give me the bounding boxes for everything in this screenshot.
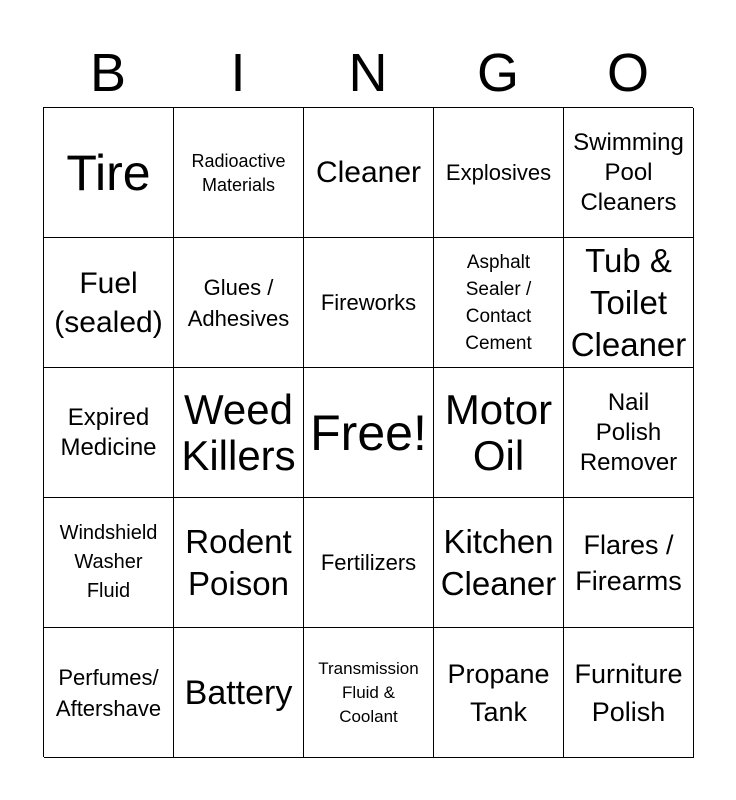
cell-label: Cleaner (315, 156, 422, 189)
cell-label: Radioactive Materials (191, 150, 286, 195)
cell-label: Asphalt Sealer / Contact Cement (465, 251, 532, 354)
cell-label: Windshield Washer Fluid (59, 522, 158, 602)
cell-label: Swimming Pool Cleaners (573, 128, 684, 216)
cell-label: Perfumes/ Aftershave (55, 664, 162, 721)
bingo-cell[interactable] (44, 368, 174, 498)
cell-label: Furniture Polish (574, 658, 683, 727)
cell-label: Tire (66, 144, 151, 201)
header-letter-i: I (230, 43, 246, 103)
cell-label: Kitchen Cleaner (440, 522, 557, 602)
cell-label: Expired Medicine (60, 403, 157, 461)
bingo-cell[interactable] (304, 498, 434, 628)
cell-label: Battery (184, 673, 293, 712)
header-letter-o: O (606, 43, 649, 103)
cell-label: Transmission Fluid & Coolant (318, 658, 419, 726)
bingo-cell[interactable] (44, 498, 174, 628)
bingo-cell[interactable] (564, 108, 694, 238)
cell-label: Motor Oil (444, 385, 553, 479)
bingo-cell[interactable] (564, 238, 694, 368)
header-letter-n: N (348, 43, 388, 103)
bingo-cell[interactable] (44, 108, 174, 238)
bingo-cell[interactable] (174, 108, 304, 238)
bingo-cell[interactable] (434, 368, 564, 498)
bingo-cell[interactable] (564, 628, 694, 758)
bingo-cell[interactable] (174, 368, 304, 498)
bingo-cell[interactable] (434, 498, 564, 628)
bingo-header (43, 40, 693, 106)
header-letter-b: B (89, 43, 127, 103)
cell-label: Glues / Adhesives (187, 274, 290, 331)
cell-label: Fireworks (320, 290, 417, 315)
cell-label: Propane Tank (447, 658, 550, 727)
cell-label: Fuel (sealed) (54, 266, 163, 339)
bingo-cell[interactable] (174, 498, 304, 628)
cell-label: Weed Killers (181, 385, 296, 479)
header-letter-g: G (476, 43, 519, 103)
cell-label: Flares / Firearms (575, 529, 682, 596)
bingo-cell[interactable] (44, 238, 174, 368)
bingo-cell[interactable] (564, 498, 694, 628)
bingo-cell[interactable] (304, 238, 434, 368)
cell-label: Nail Polish Remover (579, 388, 678, 476)
bingo-cell[interactable] (564, 368, 694, 498)
cell-label: Rodent Poison (185, 522, 292, 602)
bingo-cell[interactable] (304, 108, 434, 238)
cell-label free-space: Free! (310, 404, 427, 461)
bingo-cell[interactable] (304, 628, 434, 758)
bingo-cell[interactable] (434, 238, 564, 368)
bingo-cell[interactable] (434, 108, 564, 238)
cell-label: Explosives (445, 160, 552, 185)
bingo-cell[interactable] (434, 628, 564, 758)
bingo-cell[interactable] (44, 628, 174, 758)
bingo-cell[interactable] (174, 238, 304, 368)
cell-label: Tub & Toilet Cleaner (570, 241, 687, 363)
bingo-cell[interactable] (174, 628, 304, 758)
bingo-card-grid (43, 107, 693, 757)
bingo-cell[interactable] (304, 368, 434, 498)
cell-label: Fertilizers (320, 550, 417, 575)
